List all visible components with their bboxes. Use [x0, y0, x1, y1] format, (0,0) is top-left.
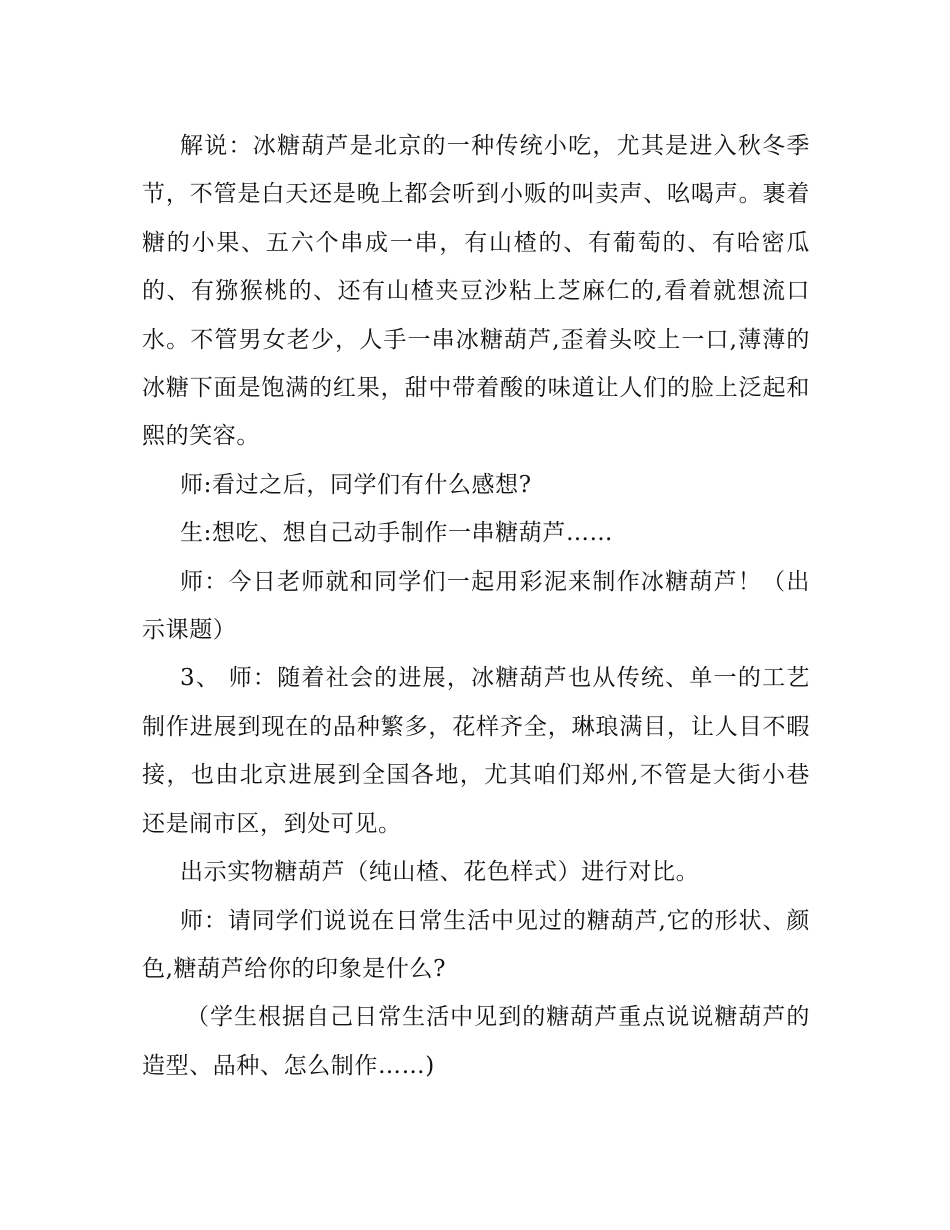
- paragraph-step-3: 3、 师：随着社会的进展，冰糖葫芦也从传统、单一的工艺制作进展到现在的品种繁多，花样齐全，琳琅满目，让人目不暇接，也由北京进展到全国各地，尤其咱们郑州,不管是大街小巷还是闹市区，到处可见。: [142, 665, 810, 837]
- paragraph-teacher-intro: 师：今日老师就和同学们一起用彩泥来制作冰糖葫芦！（出示课题）: [142, 568, 810, 644]
- paragraph-teacher-ask: 师：请同学们说说在日常生活中见过的糖葫芦,它的形状、颜色,糖葫芦给你的印象是什么?: [142, 907, 810, 982]
- paragraph-commentary: 解说：冰糖葫芦是北京的一种传统小吃，尤其是进入秋冬季节，不管是白天还是晚上都会听到小贩的叫卖声、吆喝声。裹着糖的小果、五六个串成一串，有山楂的、有葡萄的、有哈密瓜的、有猕猴桃的、还有山楂夹豆沙粘上芝麻仁的,看着就想流口水。不管男女老少，人手一串冰糖葫芦,歪着头咬上一口,薄薄的冰糖下面是饱满的红果，甜中带着酸的味道让人们的脸上泛起和熙的笑容。: [142, 133, 810, 450]
- document-page: [142, 122, 810, 1090]
- paragraph-student-note: （学生根据自己日常生活中见到的糖葫芦重点说说糖葫芦的造型、品种、怎么制作……): [142, 1004, 810, 1079]
- paragraph-show-objects: 出示实物糖葫芦（纯山楂、花色样式）进行对比。: [180, 859, 700, 886]
- paragraph-teacher-question: 师:看过之后，同学们有什么感想?: [180, 471, 532, 498]
- paragraph-student-answer: 生:想吃、想自己动手制作一串糖葫芦……: [180, 520, 614, 547]
